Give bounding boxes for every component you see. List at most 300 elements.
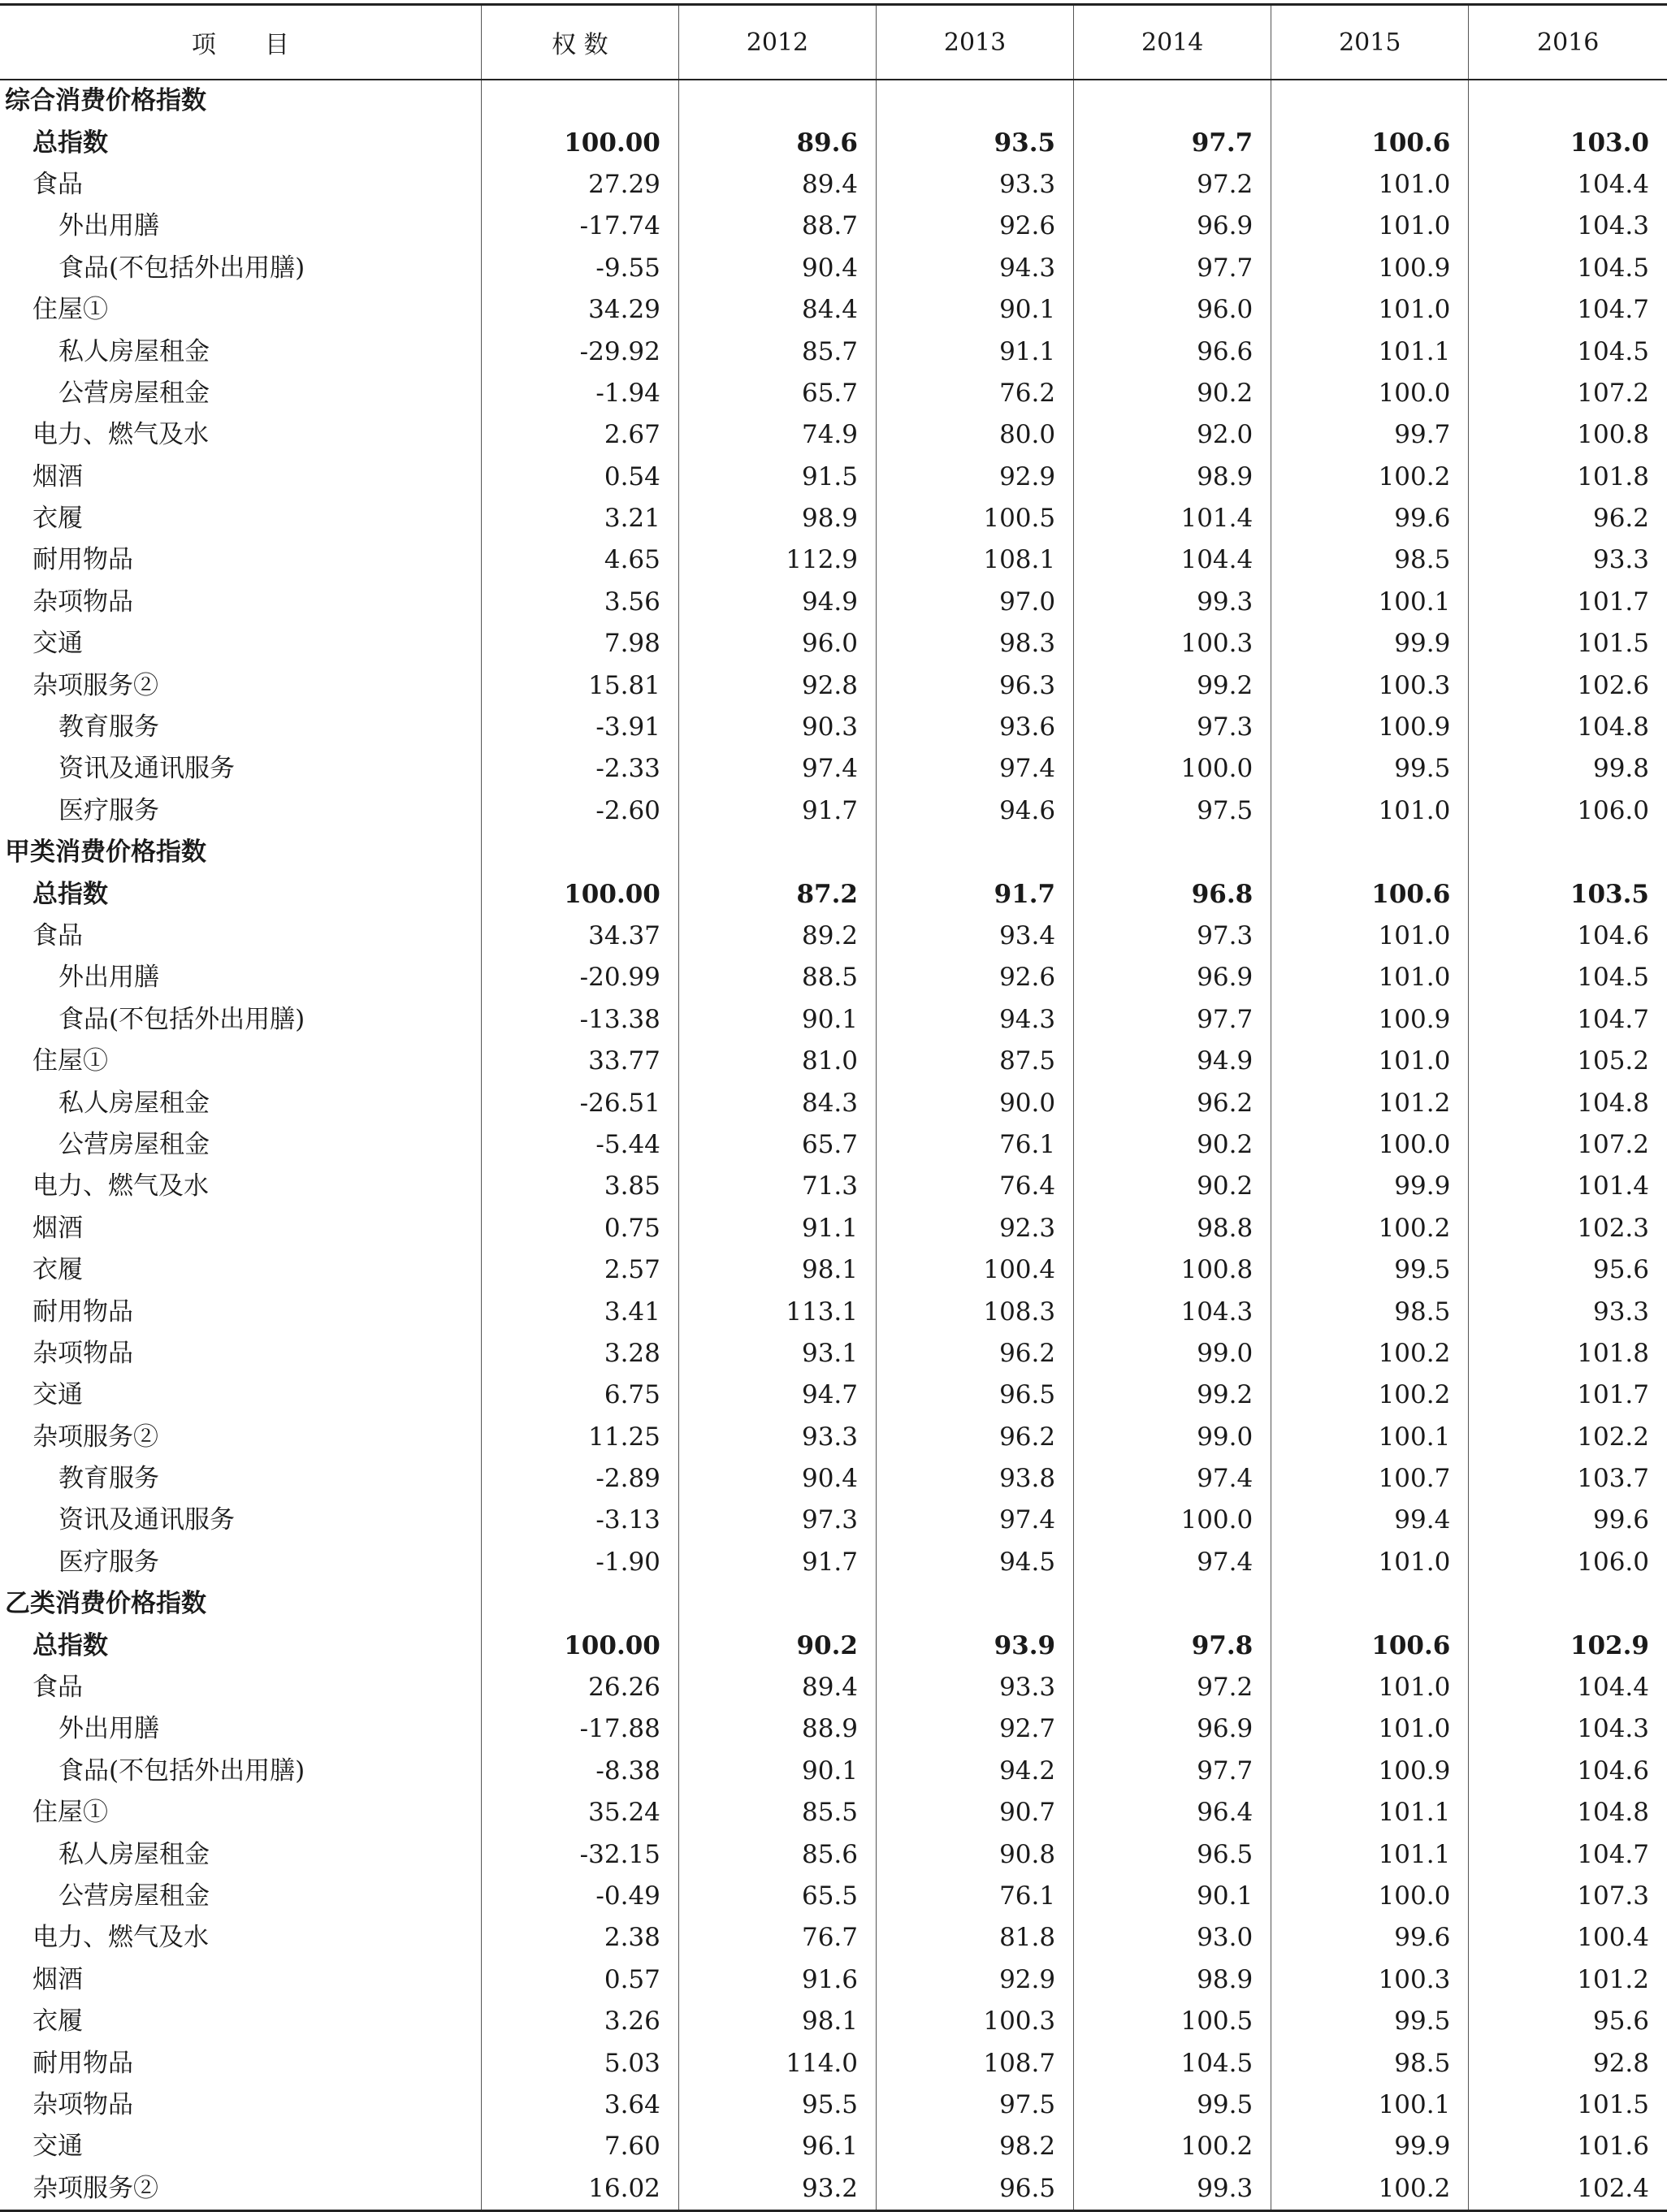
table-row [0, 1708, 1667, 1750]
value-cell: 101.0 [1271, 1041, 1469, 1082]
value-cell: 97.4 [678, 748, 876, 790]
empty-cell [877, 1583, 1074, 1625]
value-cell: 97.2 [1074, 1667, 1271, 1708]
value-cell: 65.5 [678, 1876, 876, 1917]
value-cell: 102.6 [1469, 664, 1667, 706]
value-cell: 91.7 [678, 1542, 876, 1583]
weight-cell: -17.88 [481, 1708, 678, 1750]
value-cell: 104.4 [1469, 164, 1667, 206]
weight-cell: 2.38 [481, 1917, 678, 1959]
table-row [0, 1751, 1667, 1792]
value-cell: 99.5 [1271, 1249, 1469, 1291]
value-cell: 102.4 [1469, 2168, 1667, 2211]
weight-cell: -3.91 [481, 707, 678, 748]
value-cell: 104.7 [1469, 999, 1667, 1041]
value-cell: 103.0 [1469, 122, 1667, 163]
value-cell: 71.3 [678, 1166, 876, 1207]
value-cell: 89.2 [678, 916, 876, 957]
value-cell: 108.3 [877, 1291, 1074, 1332]
table-row [0, 414, 1667, 456]
table-row [0, 1249, 1667, 1291]
value-cell: 100.2 [1271, 1333, 1469, 1374]
weight-cell: 3.26 [481, 2001, 678, 2042]
value-cell: 87.5 [877, 1041, 1074, 1082]
table-row [0, 623, 1667, 664]
weight-cell: -17.74 [481, 206, 678, 247]
weight-cell: 27.29 [481, 164, 678, 206]
value-cell: 90.1 [877, 289, 1074, 331]
empty-cell [1271, 80, 1469, 122]
value-cell: 114.0 [678, 2042, 876, 2084]
value-cell: 98.2 [877, 2126, 1074, 2167]
empty-cell [678, 80, 876, 122]
value-cell: 99.8 [1469, 748, 1667, 790]
table-row [0, 457, 1667, 498]
value-cell: 93.2 [678, 2168, 876, 2211]
empty-cell [481, 1583, 678, 1625]
empty-cell [1271, 1583, 1469, 1625]
value-cell: 94.6 [877, 790, 1074, 832]
table-row [0, 1500, 1667, 1541]
value-cell: 92.6 [877, 206, 1074, 247]
value-cell: 94.5 [877, 1542, 1074, 1583]
table-row [0, 790, 1667, 832]
value-cell: 95.6 [1469, 2001, 1667, 2042]
value-cell: 99.5 [1271, 748, 1469, 790]
value-cell: 100.1 [1271, 1417, 1469, 1458]
value-cell: 96.2 [877, 1333, 1074, 1374]
row-label: 耐用物品 [32, 1296, 133, 1327]
table-row [0, 1374, 1667, 1416]
value-cell: 97.7 [1074, 1751, 1271, 1792]
table-row [0, 873, 1667, 915]
value-cell: 99.6 [1271, 1917, 1469, 1959]
row-label: 公营房屋租金 [58, 378, 210, 408]
value-cell: 101.0 [1271, 916, 1469, 957]
row-label: 住屋① [32, 295, 108, 325]
value-cell: 100.6 [1271, 1625, 1469, 1666]
weight-cell: -3.13 [481, 1500, 678, 1541]
value-cell: 91.7 [678, 790, 876, 832]
row-label: 交通 [32, 1380, 83, 1410]
value-cell: 90.0 [877, 1082, 1074, 1123]
table-row [0, 2001, 1667, 2042]
value-cell: 87.2 [678, 873, 876, 915]
value-cell: 97.7 [1074, 248, 1271, 289]
value-cell: 98.5 [1271, 539, 1469, 581]
value-cell: 96.9 [1074, 957, 1271, 998]
table-row [0, 1542, 1667, 1583]
row-label: 私人房屋租金 [58, 1839, 210, 1869]
value-cell: 96.0 [1074, 289, 1271, 331]
row-label: 教育服务 [58, 712, 159, 742]
header-year: 2016 [1469, 5, 1667, 80]
row-label: 衣履 [32, 504, 83, 534]
value-cell: 93.5 [877, 122, 1074, 163]
value-cell: 91.7 [877, 873, 1074, 915]
value-cell: 104.5 [1469, 331, 1667, 372]
value-cell: 100.2 [1271, 1208, 1469, 1249]
weight-cell: 3.28 [481, 1333, 678, 1374]
value-cell: 100.4 [877, 1249, 1074, 1291]
weight-cell: -8.38 [481, 1751, 678, 1792]
row-label: 耐用物品 [32, 2048, 133, 2078]
table-row [0, 373, 1667, 414]
row-label: 食品 [32, 1673, 83, 1703]
value-cell: 99.0 [1074, 1417, 1271, 1458]
value-cell: 104.8 [1469, 1792, 1667, 1833]
weight-cell: 0.54 [481, 457, 678, 498]
value-cell: 101.8 [1469, 1333, 1667, 1374]
value-cell: 99.0 [1074, 1333, 1271, 1374]
value-cell: 97.3 [678, 1500, 876, 1541]
value-cell: 98.1 [678, 1249, 876, 1291]
value-cell: 99.6 [1271, 498, 1469, 539]
value-cell: 91.1 [877, 331, 1074, 372]
value-cell: 101.4 [1469, 1166, 1667, 1207]
value-cell: 106.0 [1469, 790, 1667, 832]
value-cell: 96.4 [1074, 1792, 1271, 1833]
value-cell: 76.4 [877, 1166, 1074, 1207]
empty-cell [1074, 832, 1271, 873]
value-cell: 98.3 [877, 623, 1074, 664]
value-cell: 101.1 [1271, 1833, 1469, 1875]
table-row [0, 206, 1667, 247]
row-label: 食品 [32, 169, 83, 199]
weight-cell: 26.26 [481, 1667, 678, 1708]
empty-cell [481, 80, 678, 122]
table-row [0, 2084, 1667, 2126]
value-cell: 97.4 [1074, 1542, 1271, 1583]
value-cell: 88.7 [678, 206, 876, 247]
weight-cell: 34.37 [481, 916, 678, 957]
table-row [0, 1291, 1667, 1332]
table-row [0, 1959, 1667, 2001]
value-cell: 90.1 [1074, 1876, 1271, 1917]
row-label: 医疗服务 [58, 1547, 159, 1577]
value-cell: 100.3 [877, 2001, 1074, 2042]
table-row [0, 1417, 1667, 1458]
row-label: 教育服务 [58, 1464, 159, 1494]
value-cell: 101.1 [1271, 331, 1469, 372]
value-cell: 92.0 [1074, 414, 1271, 456]
value-cell: 104.6 [1469, 916, 1667, 957]
value-cell: 100.7 [1271, 1458, 1469, 1500]
weight-cell: 3.41 [481, 1291, 678, 1332]
header-year: 2013 [877, 5, 1074, 80]
value-cell: 98.5 [1271, 1291, 1469, 1332]
table-row [0, 1333, 1667, 1374]
empty-cell [481, 832, 678, 873]
row-label: 杂项物品 [32, 1338, 133, 1368]
value-cell: 81.0 [678, 1041, 876, 1082]
value-cell: 90.1 [678, 999, 876, 1041]
value-cell: 105.2 [1469, 1041, 1667, 1082]
section-title: 乙类消费价格指数 [5, 1589, 206, 1619]
value-cell: 104.6 [1469, 1751, 1667, 1792]
value-cell: 97.7 [1074, 999, 1271, 1041]
value-cell: 96.5 [1074, 1833, 1271, 1875]
table-row [0, 498, 1667, 539]
row-label: 外出用膳 [58, 1714, 159, 1744]
value-cell: 99.7 [1271, 414, 1469, 456]
value-cell: 100.1 [1271, 582, 1469, 623]
value-cell: 81.8 [877, 1917, 1074, 1959]
value-cell: 90.4 [678, 1458, 876, 1500]
value-cell: 100.9 [1271, 999, 1469, 1041]
value-cell: 90.8 [877, 1833, 1074, 1875]
row-label: 食品(不包括外出用膳) [58, 1755, 305, 1786]
value-cell: 96.1 [678, 2126, 876, 2167]
value-cell: 93.4 [877, 916, 1074, 957]
value-cell: 104.4 [1074, 539, 1271, 581]
value-cell: 99.9 [1271, 623, 1469, 664]
value-cell: 101.0 [1271, 790, 1469, 832]
row-label: 食品(不包括外出用膳) [58, 1004, 305, 1034]
empty-cell [678, 1583, 876, 1625]
weight-cell: 4.65 [481, 539, 678, 581]
value-cell: 92.7 [877, 1708, 1074, 1750]
value-cell: 101.5 [1469, 2084, 1667, 2126]
value-cell: 107.2 [1469, 1124, 1667, 1166]
table-row [0, 1625, 1667, 1666]
header-weight: 权 数 [481, 5, 678, 80]
header-item: 项 目 [0, 5, 481, 80]
table-row [0, 582, 1667, 623]
value-cell: 94.9 [1074, 1041, 1271, 1082]
value-cell: 100.6 [1271, 122, 1469, 163]
row-label: 私人房屋租金 [58, 336, 210, 366]
value-cell: 101.2 [1469, 1959, 1667, 2001]
row-label: 医疗服务 [58, 795, 159, 825]
value-cell: 107.2 [1469, 373, 1667, 414]
value-cell: 96.9 [1074, 1708, 1271, 1750]
value-cell: 102.2 [1469, 1417, 1667, 1458]
value-cell: 95.5 [678, 2084, 876, 2126]
value-cell: 92.9 [877, 457, 1074, 498]
value-cell: 102.9 [1469, 1625, 1667, 1666]
value-cell: 104.5 [1074, 2042, 1271, 2084]
table-row [0, 164, 1667, 206]
weight-cell: 34.29 [481, 289, 678, 331]
value-cell: 101.5 [1469, 623, 1667, 664]
empty-cell [1469, 80, 1667, 122]
header-row [0, 5, 1667, 80]
row-label: 外出用膳 [58, 211, 159, 241]
value-cell: 100.8 [1074, 1249, 1271, 1291]
value-cell: 94.3 [877, 248, 1074, 289]
row-label: 杂项服务② [32, 1422, 158, 1452]
value-cell: 100.4 [1469, 1917, 1667, 1959]
value-cell: 97.3 [1074, 916, 1271, 957]
table-row [0, 999, 1667, 1041]
value-cell: 104.5 [1469, 957, 1667, 998]
table-row [0, 248, 1667, 289]
value-cell: 99.9 [1271, 2126, 1469, 2167]
value-cell: 97.4 [877, 748, 1074, 790]
value-cell: 100.5 [877, 498, 1074, 539]
table-row [0, 916, 1667, 957]
weight-cell: 0.57 [481, 1959, 678, 2001]
value-cell: 89.4 [678, 1667, 876, 1708]
value-cell: 90.4 [678, 248, 876, 289]
value-cell: 99.9 [1271, 1166, 1469, 1207]
row-label: 交通 [32, 2132, 83, 2162]
value-cell: 104.7 [1469, 289, 1667, 331]
value-cell: 76.7 [678, 1917, 876, 1959]
empty-cell [1469, 1583, 1667, 1625]
value-cell: 112.9 [678, 539, 876, 581]
value-cell: 100.9 [1271, 1751, 1469, 1792]
value-cell: 100.0 [1074, 1500, 1271, 1541]
empty-cell [1074, 1583, 1271, 1625]
row-label: 公营房屋租金 [58, 1129, 210, 1159]
value-cell: 98.9 [678, 498, 876, 539]
value-cell: 100.5 [1074, 2001, 1271, 2042]
value-cell: 100.3 [1271, 664, 1469, 706]
value-cell: 93.6 [877, 707, 1074, 748]
table-row [0, 707, 1667, 748]
value-cell: 85.7 [678, 331, 876, 372]
value-cell: 101.7 [1469, 1374, 1667, 1416]
section-header-row [0, 1583, 1667, 1625]
weight-cell: 7.98 [481, 623, 678, 664]
value-cell: 93.3 [877, 1667, 1074, 1708]
weight-cell: 0.75 [481, 1208, 678, 1249]
value-cell: 65.7 [678, 1124, 876, 1166]
value-cell: 104.3 [1074, 1291, 1271, 1332]
row-label: 杂项服务② [0, 2168, 481, 2211]
value-cell: 101.0 [1271, 1708, 1469, 1750]
row-label: 资讯及通讯服务 [58, 754, 235, 784]
weight-cell: -13.38 [481, 999, 678, 1041]
table-row [0, 289, 1667, 331]
weight-cell: 100.00 [481, 122, 678, 163]
header-year: 2015 [1271, 5, 1469, 80]
value-cell: 101.0 [1271, 164, 1469, 206]
value-cell: 91.6 [678, 1959, 876, 2001]
value-cell: 99.6 [1469, 1500, 1667, 1541]
table-row [0, 122, 1667, 163]
weight-cell: 35.24 [481, 1792, 678, 1833]
value-cell: 101.0 [1271, 1667, 1469, 1708]
value-cell: 98.5 [1271, 2042, 1469, 2084]
value-cell: 91.5 [678, 457, 876, 498]
weight-cell: -29.92 [481, 331, 678, 372]
weight-cell: -1.94 [481, 373, 678, 414]
value-cell: 96.9 [1074, 206, 1271, 247]
value-cell: 100.8 [1469, 414, 1667, 456]
value-cell: 99.3 [1074, 2168, 1271, 2211]
row-label: 杂项物品 [32, 587, 133, 617]
value-cell: 84.4 [678, 289, 876, 331]
value-cell: 93.1 [678, 1333, 876, 1374]
value-cell: 99.5 [1271, 2001, 1469, 2042]
weight-cell: 3.56 [481, 582, 678, 623]
value-cell: 100.3 [1074, 623, 1271, 664]
value-cell: 97.5 [877, 2084, 1074, 2126]
row-label: 住屋① [32, 1798, 108, 1828]
value-cell: 100.2 [1271, 457, 1469, 498]
table-row [0, 1667, 1667, 1708]
value-cell: 99.2 [1074, 1374, 1271, 1416]
value-cell: 92.9 [877, 1959, 1074, 2001]
empty-cell [877, 832, 1074, 873]
table-row [0, 957, 1667, 998]
weight-cell: 3.64 [481, 2084, 678, 2126]
value-cell: 101.0 [1271, 957, 1469, 998]
value-cell: 97.7 [1074, 122, 1271, 163]
weight-cell: 6.75 [481, 1374, 678, 1416]
value-cell: 104.7 [1469, 1833, 1667, 1875]
table-row [0, 1792, 1667, 1833]
weight-cell: -2.89 [481, 1458, 678, 1500]
value-cell: 96.2 [877, 1417, 1074, 1458]
value-cell: 92.3 [877, 1208, 1074, 1249]
value-cell: 80.0 [877, 414, 1074, 456]
row-label: 电力、燃气及水 [32, 1923, 209, 1953]
table-row [0, 1917, 1667, 1959]
value-cell: 100.9 [1271, 707, 1469, 748]
value-cell: 100.9 [1271, 248, 1469, 289]
value-cell: 101.0 [1271, 289, 1469, 331]
value-cell: 93.3 [877, 164, 1074, 206]
table-row [0, 2168, 1667, 2211]
value-cell: 90.2 [1074, 1166, 1271, 1207]
value-cell: 74.9 [678, 414, 876, 456]
weight-cell: 2.67 [481, 414, 678, 456]
header-year: 2014 [1074, 5, 1271, 80]
weight-cell: -0.49 [481, 1876, 678, 1917]
empty-cell [877, 80, 1074, 122]
value-cell: 96.0 [678, 623, 876, 664]
value-cell: 100.0 [1271, 1124, 1469, 1166]
section-title: 综合消费价格指数 [5, 86, 206, 116]
section-title: 甲类消费价格指数 [5, 838, 206, 868]
value-cell: 94.2 [877, 1751, 1074, 1792]
value-cell: 99.5 [1074, 2084, 1271, 2126]
row-label: 衣履 [32, 1255, 83, 1285]
value-cell: 94.9 [678, 582, 876, 623]
header-year: 2012 [678, 5, 876, 80]
table-row [0, 1082, 1667, 1123]
weight-cell: -32.15 [481, 1833, 678, 1875]
value-cell: 94.7 [678, 1374, 876, 1416]
value-cell: 100.0 [1074, 748, 1271, 790]
row-label: 总指数 [32, 879, 108, 909]
empty-cell [1469, 832, 1667, 873]
value-cell: 97.4 [1074, 1458, 1271, 1500]
section-header-row [0, 832, 1667, 873]
section-header-row [0, 80, 1667, 122]
weight-cell: 100.00 [481, 1625, 678, 1666]
value-cell: 76.1 [877, 1876, 1074, 1917]
value-cell: 101.4 [1074, 498, 1271, 539]
value-cell: 106.0 [1469, 1542, 1667, 1583]
value-cell: 94.3 [877, 999, 1074, 1041]
value-cell: 98.9 [1074, 1959, 1271, 2001]
row-label: 杂项服务② [32, 670, 158, 700]
weight-cell: -5.44 [481, 1124, 678, 1166]
value-cell: 88.5 [678, 957, 876, 998]
value-cell: 90.2 [1074, 373, 1271, 414]
price-index-table [0, 3, 1667, 2212]
table-row [0, 1041, 1667, 1082]
row-label: 食品 [32, 921, 83, 950]
value-cell: 101.6 [1469, 2126, 1667, 2167]
value-cell: 85.5 [678, 1792, 876, 1833]
value-cell: 97.5 [1074, 790, 1271, 832]
